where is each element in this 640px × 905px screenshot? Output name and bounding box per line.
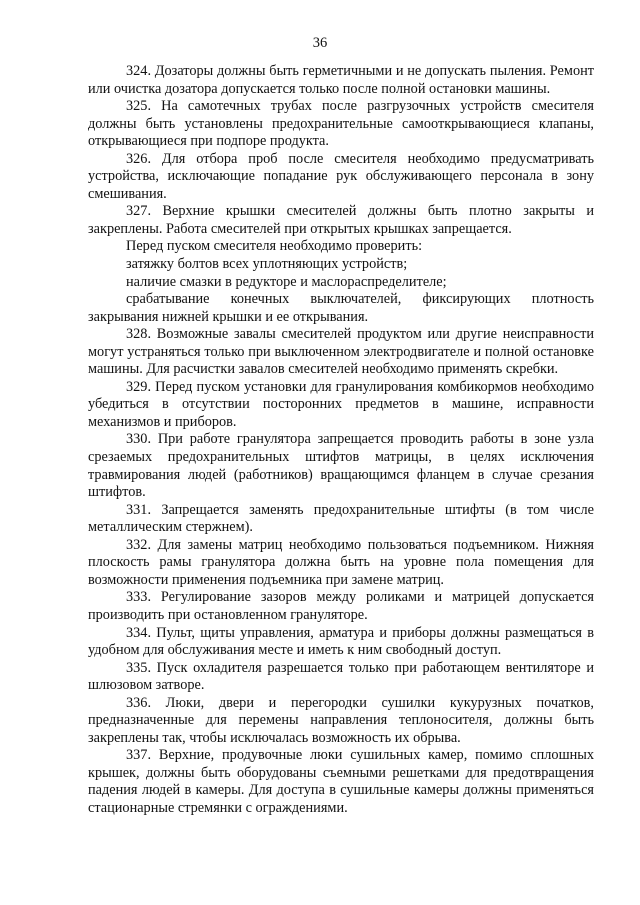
paragraph-332: 332. Для замены матриц необходимо пользоваться подъемником. Нижняя плоскость рамы гранулятора должна быть на уровне пола помещения для возможности применения подъемника при замене матриц.: [88, 536, 594, 588]
paragraph-336: 336. Люки, двери и перегородки сушилки кукурузных початков, предназначенные для перемены направления теплоносителя, должны быть закреплены так, чтобы исключалась возможность их обрыва.: [88, 694, 594, 746]
paragraph-324: 324. Дозаторы должны быть герметичными и не допускать пыления. Ремонт или очистка дозатора допускается только после полной остановки машины.: [88, 63, 594, 97]
paragraph-327: 327. Верхние крышки смесителей должны быть плотно закрыты и закреплены. Работа смесителей при открытых крышках запрещается.: [88, 203, 594, 237]
paragraph-327-check-intro: Перед пуском смесителя необходимо проверить:: [126, 238, 423, 255]
paragraph-337: 337. Верхние, продувочные люки сушильных камер, помимо сплошных крышек, должны быть оборудованы съемными решетками для предотвращения падения людей в камеры. Для доступа в сушильные камеры должны применяться стационарные стремянки с ограждениями.: [88, 747, 594, 816]
paragraph-333: 333. Регулирование зазоров между роликами и матрицей допускается производить при остановленном грануляторе.: [88, 589, 594, 623]
paragraph-326: 326. Для отбора проб после смесителя необходимо предусматривать устройства, исключающие попадание рук обслуживающего персонала в зону смешивания.: [88, 150, 594, 202]
paragraph-334: 334. Пульт, щиты управления, арматура и приборы должны размещаться в удобном для обслуживания месте и иметь к ним свободный доступ.: [88, 624, 594, 659]
paragraph-335: 335. Пуск охладителя разрешается только при работающем вентиляторе и шлюзовом затворе.: [88, 659, 594, 694]
paragraph-325: 325. На самотечных трубах после разгрузочных устройств смесителя должны быть установлены предохранительные самооткрывающиеся клапаны, открывающиеся при подпоре продукта.: [88, 98, 594, 150]
page-number: 36: [312, 35, 328, 51]
paragraph-327-check-bolts: затяжку болтов всех уплотняющих устройств;: [126, 256, 408, 273]
paragraph-327-check-switches: срабатывание конечных выключателей, фиксирующих плотность закрывания нижней крышки и ее открывания.: [88, 291, 594, 325]
paragraph-329: 329. Перед пуском установки для гранулирования комбикормов необходимо убедиться в отсутствии посторонних предметов в машине, исправности механизмов и приборов.: [88, 378, 594, 430]
paragraph-327-check-lubrication: наличие смазки в редукторе и маслораспределителе;: [126, 273, 447, 290]
document-body: [88, 63, 594, 818]
paragraph-330: 330. При работе гранулятора запрещается проводить работы в зоне узла срезаемых предохранительных штифтов матрицы, в целях исключения травмирования людей (работников) вращающимся фланцем в случае срезания штифтов.: [88, 431, 594, 501]
paragraph-331: 331. Запрещается заменять предохранительные штифты (в том числе металлическим стержнем).: [88, 501, 594, 536]
paragraph-328: 328. Возможные завалы смесителей продуктом или другие неисправности могут устраняться только при выключенном электродвигателе и полной остановке машины. Для расчистки завалов смесителей необходимо применять скребки.: [88, 326, 594, 378]
